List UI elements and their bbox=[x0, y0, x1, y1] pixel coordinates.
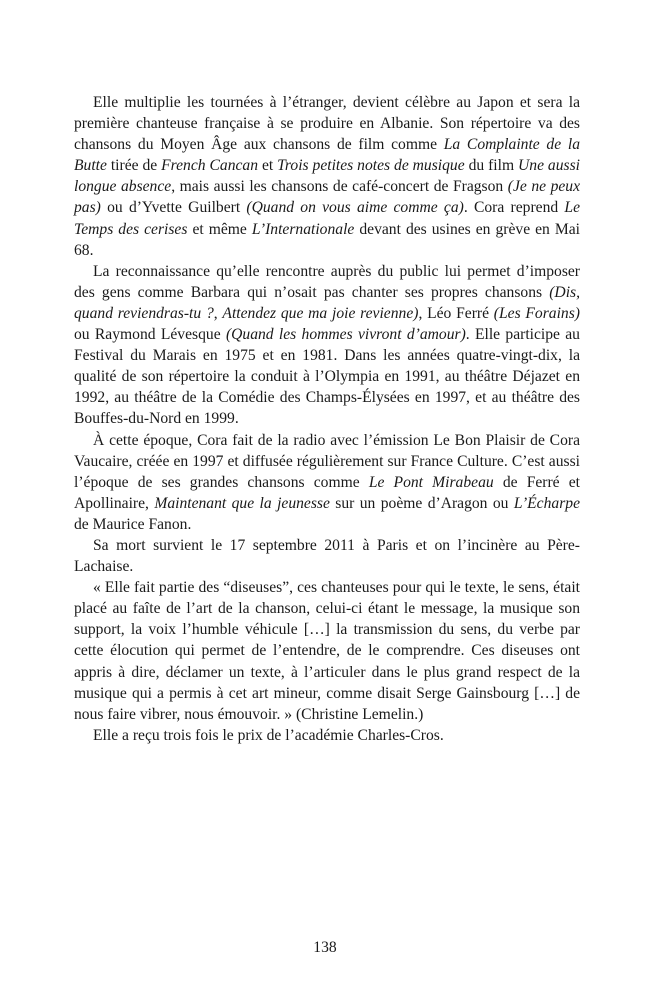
italic-title-text: L’Internationale bbox=[251, 220, 355, 238]
italic-title-text: (Je ne peux pas) bbox=[74, 178, 581, 217]
paragraph bbox=[74, 535, 580, 577]
italic-title-text: Maintenant que la jeunesse bbox=[154, 494, 330, 512]
text-run: La reconnaissance qu’elle rencontre auprès du public lui permet d’imposer des gens comme Barbara qui n’osait pas chanter ses propres chansons bbox=[74, 262, 580, 301]
italic-title-text: Trois petites notes de musique bbox=[277, 157, 465, 175]
body-text bbox=[74, 92, 580, 746]
italic-title-text: La Complainte de la Butte bbox=[74, 136, 580, 175]
text-run: de Maurice Fanon. bbox=[74, 515, 192, 533]
italic-title-text: Le Temps des cerises bbox=[74, 199, 581, 238]
text-run: , mais aussi les chansons de café-concert de Fragson bbox=[171, 178, 508, 196]
paragraph bbox=[74, 430, 580, 535]
paragraph bbox=[74, 725, 580, 746]
italic-title-text: (Quand on vous aime comme ça) bbox=[246, 199, 464, 217]
text-run: et bbox=[258, 157, 278, 175]
italic-title-text: (Dis, quand reviendras-tu ? bbox=[74, 283, 580, 322]
text-run: Elle multiplie les tournées à l’étranger, devient célèbre au Japon et sera la première chanteuse française à se produire en Albanie. Son répertoire va des chansons du Moyen Âge aux chansons de film comme bbox=[74, 94, 580, 154]
page-number: 138 bbox=[313, 939, 337, 956]
text-run: Sa mort survient le 17 septembre 2011 à Paris et on l’incinère au Père-Lachaise. bbox=[74, 536, 580, 576]
text-run: tirée de bbox=[106, 157, 162, 175]
text-run: . Cora reprend bbox=[463, 199, 565, 217]
italic-title-text: Le Pont Mirabeau bbox=[368, 473, 494, 491]
text-run: de Ferré et Apollinaire, bbox=[74, 473, 580, 512]
text-run: À cette époque, Cora fait de la radio avec l’émission Le Bon Plaisir de Cora Vaucaire, créée en 1997 et diffusée régulièrement sur France Culture. C’est aussi l’époque de ses grandes chansons comme bbox=[74, 431, 580, 491]
paragraph bbox=[74, 261, 580, 430]
italic-title-text: (Les Forains) bbox=[493, 304, 580, 322]
italic-title-text: Attendez que ma joie revienne) bbox=[222, 304, 419, 322]
italic-title-text: Une aussi longue absence bbox=[74, 157, 581, 196]
paragraph bbox=[74, 577, 580, 725]
text-run: , bbox=[213, 304, 223, 322]
italic-title-text: L’Écharpe bbox=[513, 494, 580, 512]
text-run: « Elle fait partie des “diseuses”, ces chanteuses pour qui le texte, le sens, était placé au faîte de l’art de la chanson, celui-ci étant le message, la musique son support, la voix l’humble véhicule […] la transmission du sens, du verbe par cette élocution qui permet de l’entendre, de le comprendre. Ces diseuses ont appris à dire, déclamer un texte, à l’articuler dans le plus grand respect de la musique qui a permis à cet art mineur, comme disait Serge Gainsbourg […] de nous faire vibrer, nous émouvoir. » (Christine Lemelin.) bbox=[74, 579, 580, 723]
text-run: ou d’Yvette Guilbert bbox=[100, 199, 247, 217]
paragraph bbox=[74, 92, 580, 261]
italic-title-text: (Quand les hommes vivront d’amour) bbox=[225, 326, 466, 344]
text-run: et même bbox=[187, 220, 252, 238]
text-run: sur un poème d’Aragon ou bbox=[329, 494, 514, 512]
text-run: du film bbox=[464, 157, 519, 175]
text-run: devant des usines en grève en Mai 68. bbox=[74, 220, 580, 259]
text-run: . Elle participe au Festival du Marais en 1975 et en 1981. Dans les années quatre-vingt-dix, la qualité de son répertoire la conduit à l’Olympia en 1991, au théâtre Déjazet en 1992, au théâtre de la Comédie des Champs-Élysées en 1997, et au théâtre des Bouffes-du-Nord en 1999. bbox=[74, 326, 580, 428]
text-run: Elle a reçu trois fois le prix de l’académie Charles-Cros. bbox=[93, 726, 444, 744]
text-run: , Léo Ferré bbox=[418, 304, 494, 322]
italic-title-text: French Cancan bbox=[161, 157, 259, 175]
text-run: ou Raymond Lévesque bbox=[74, 326, 226, 344]
